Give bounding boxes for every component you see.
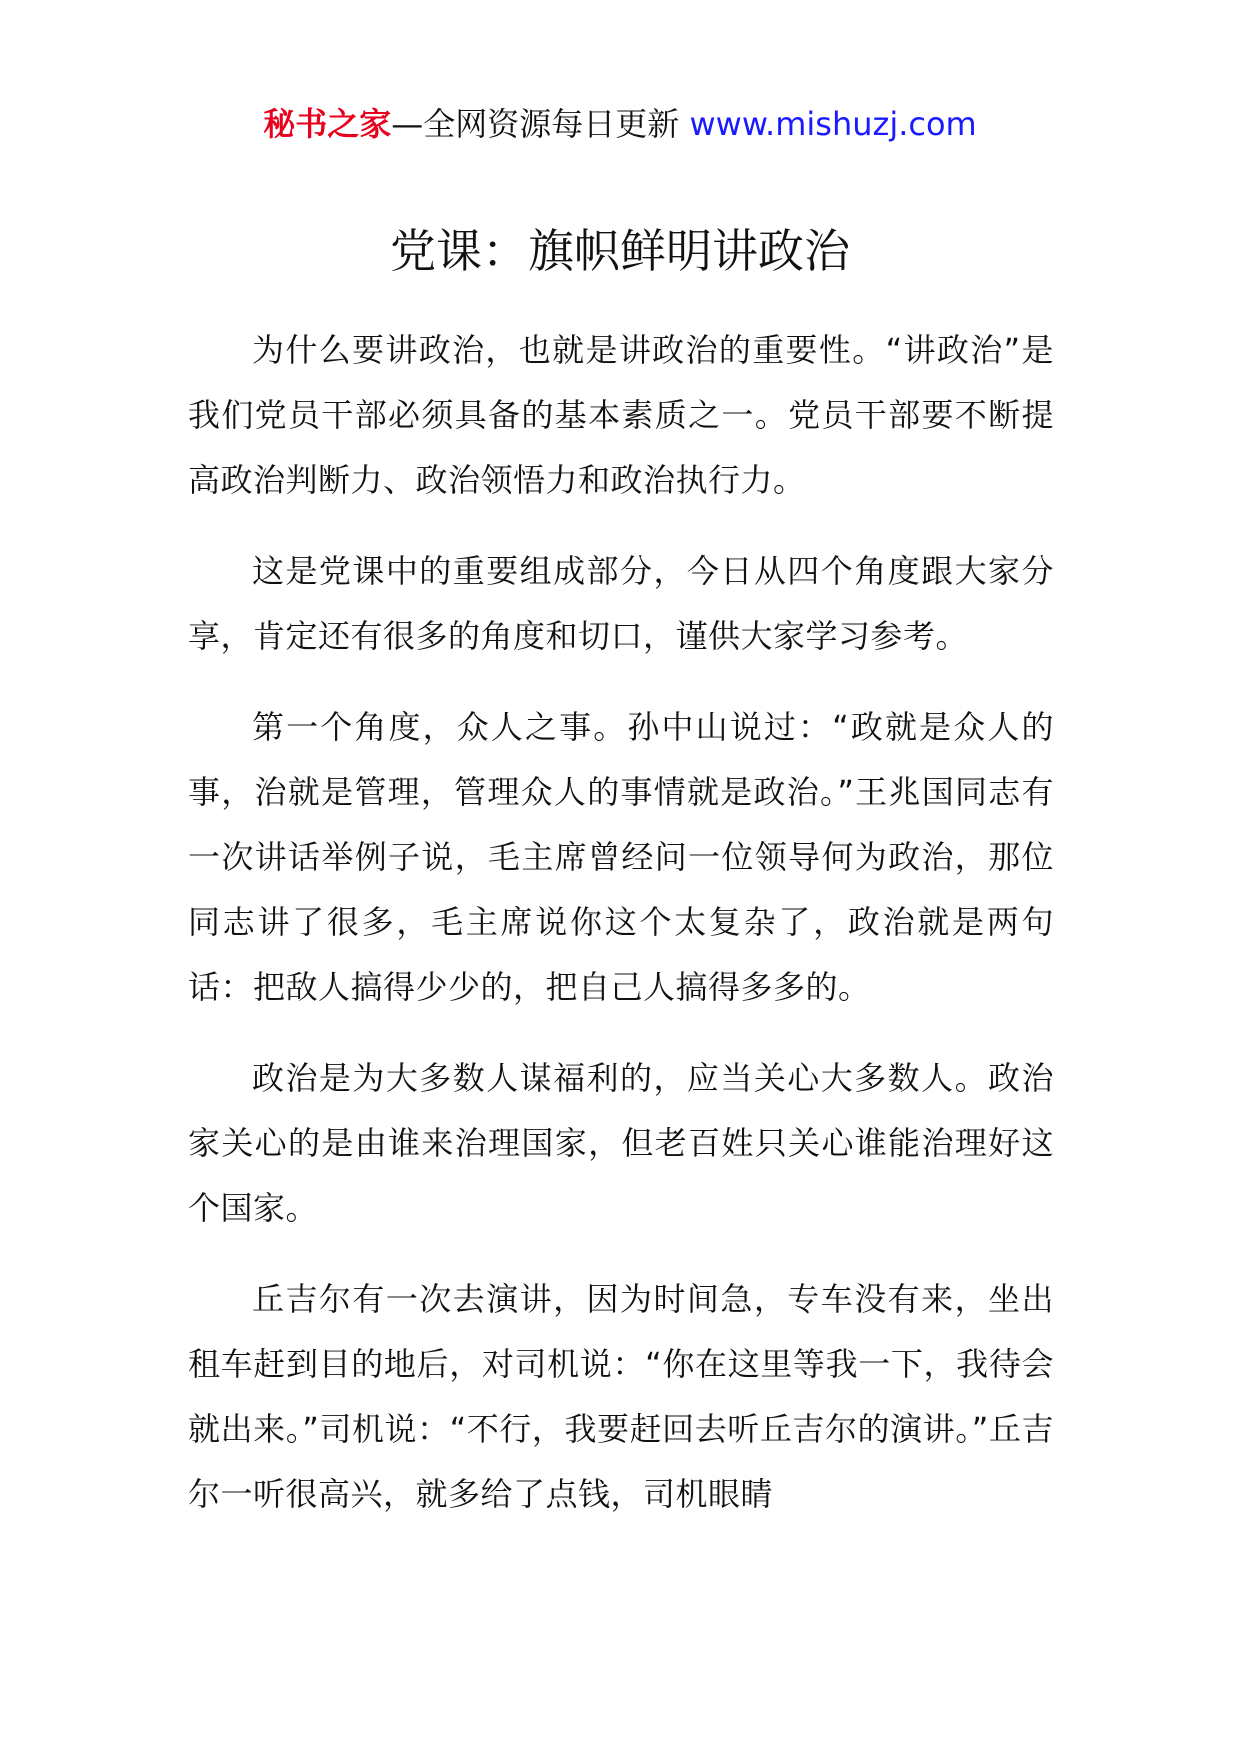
paragraph-1: 为什么要讲政治，也就是讲政治的重要性。“讲政治”是我们党员干部必须具备的基本素质之一。党员干部要不断提高政治判断力、政治领悟力和政治执行力。 [188, 331, 1054, 499]
site-header [0, 102, 1240, 146]
brand-name: 秘书之家 [263, 105, 392, 143]
paragraph-4: 政治是为大多数人谋福利的，应当关心大多数人。政治家关心的是由谁来治理国家，但老百姓只关心谁能治理好这个国家。 [188, 1059, 1054, 1227]
site-url-link[interactable]: www.mishuzj.com [689, 105, 977, 143]
header-tagline: —全网资源每日更新 [391, 105, 690, 143]
document-body [188, 318, 1054, 1553]
paragraph-5: 丘吉尔有一次去演讲，因为时间急，专车没有来，坐出租车赶到目的地后，对司机说：“你在这里等我一下，我待会就出来。”司机说：“不行，我要赶回去听丘吉尔的演讲。”丘吉尔一听很高兴，就多给了点钱，司机眼睛 [188, 1280, 1054, 1513]
paragraph-3: 第一个角度，众人之事。孙中山说过：“政就是众人的事，治就是管理，管理众人的事情就是政治。”王兆国同志有一次讲话举例子说，毛主席曾经问一位领导何为政治，那位同志讲了很多，毛主席说你这个太复杂了，政治就是两句话：把敌人搞得少少的，把自己人搞得多多的。 [188, 708, 1054, 1006]
page-title: 党课：旗帜鲜明讲政治 [390, 224, 850, 278]
paragraph-2: 这是党课中的重要组成部分，今日从四个角度跟大家分享，肯定还有很多的角度和切口，谨供大家学习参考。 [188, 552, 1054, 655]
